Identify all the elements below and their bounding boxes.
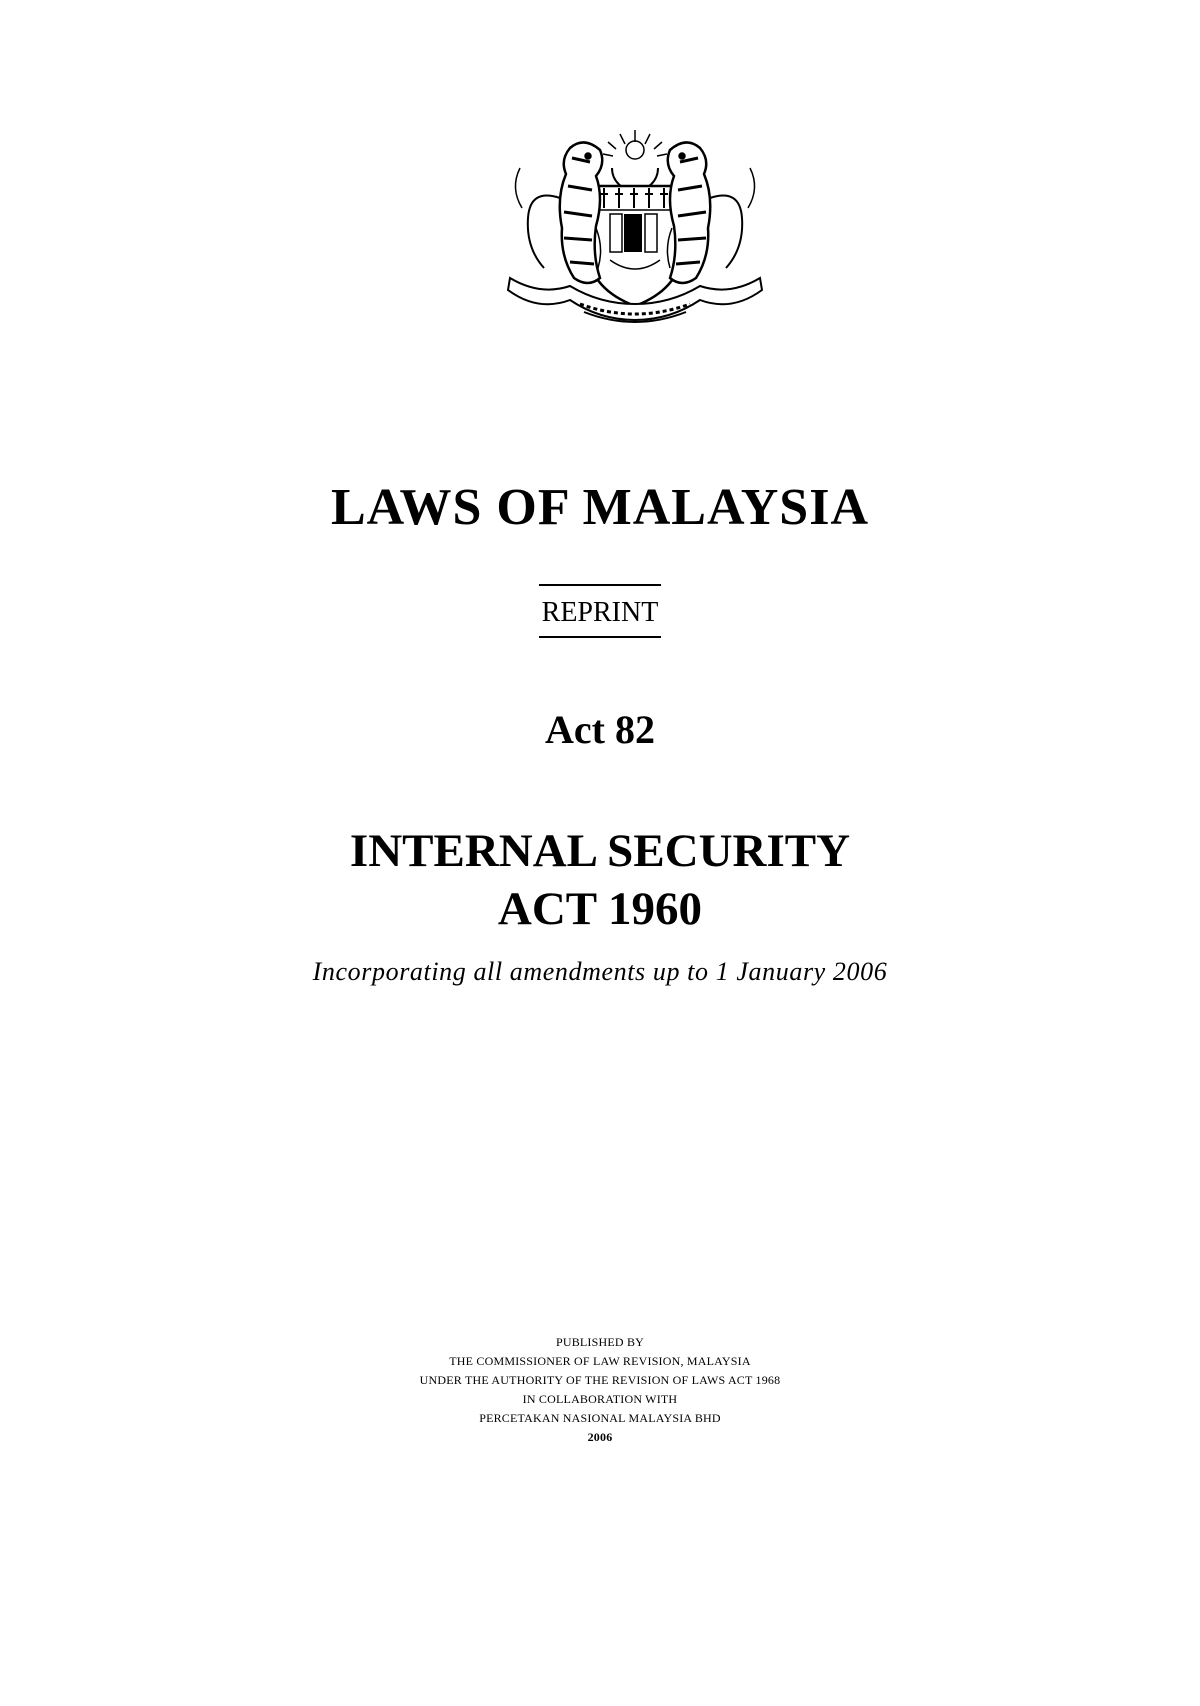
amendments-subtitle: Incorporating all amendments up to 1 January 2006 [312, 957, 888, 986]
publisher-block [0, 1333, 1200, 1447]
act-title [0, 822, 1200, 938]
publication-year: 2006 [587, 1430, 613, 1444]
publisher-line-5: PERCETAKAN NASIONAL MALAYSIA BHD [479, 1411, 721, 1425]
act-title-line-1: INTERNAL SECURITY [349, 825, 851, 877]
coat-of-arms-icon [500, 128, 770, 338]
publisher-line-3: UNDER THE AUTHORITY OF THE REVISION OF LAWS ACT 1968 [419, 1373, 781, 1387]
act-number: Act 82 [545, 707, 655, 752]
publisher-line-4: IN COLLABORATION WITH [522, 1392, 678, 1406]
publisher-line-1: PUBLISHED BY [555, 1335, 645, 1349]
document-heading: LAWS OF MALAYSIA [330, 479, 870, 536]
act-title-line-2: ACT 1960 [497, 883, 703, 935]
publisher-line-2: THE COMMISSIONER OF LAW REVISION, MALAYSIA [449, 1354, 751, 1368]
edition-label: REPRINT [539, 584, 661, 638]
edition-label-wrapper [0, 584, 1200, 638]
